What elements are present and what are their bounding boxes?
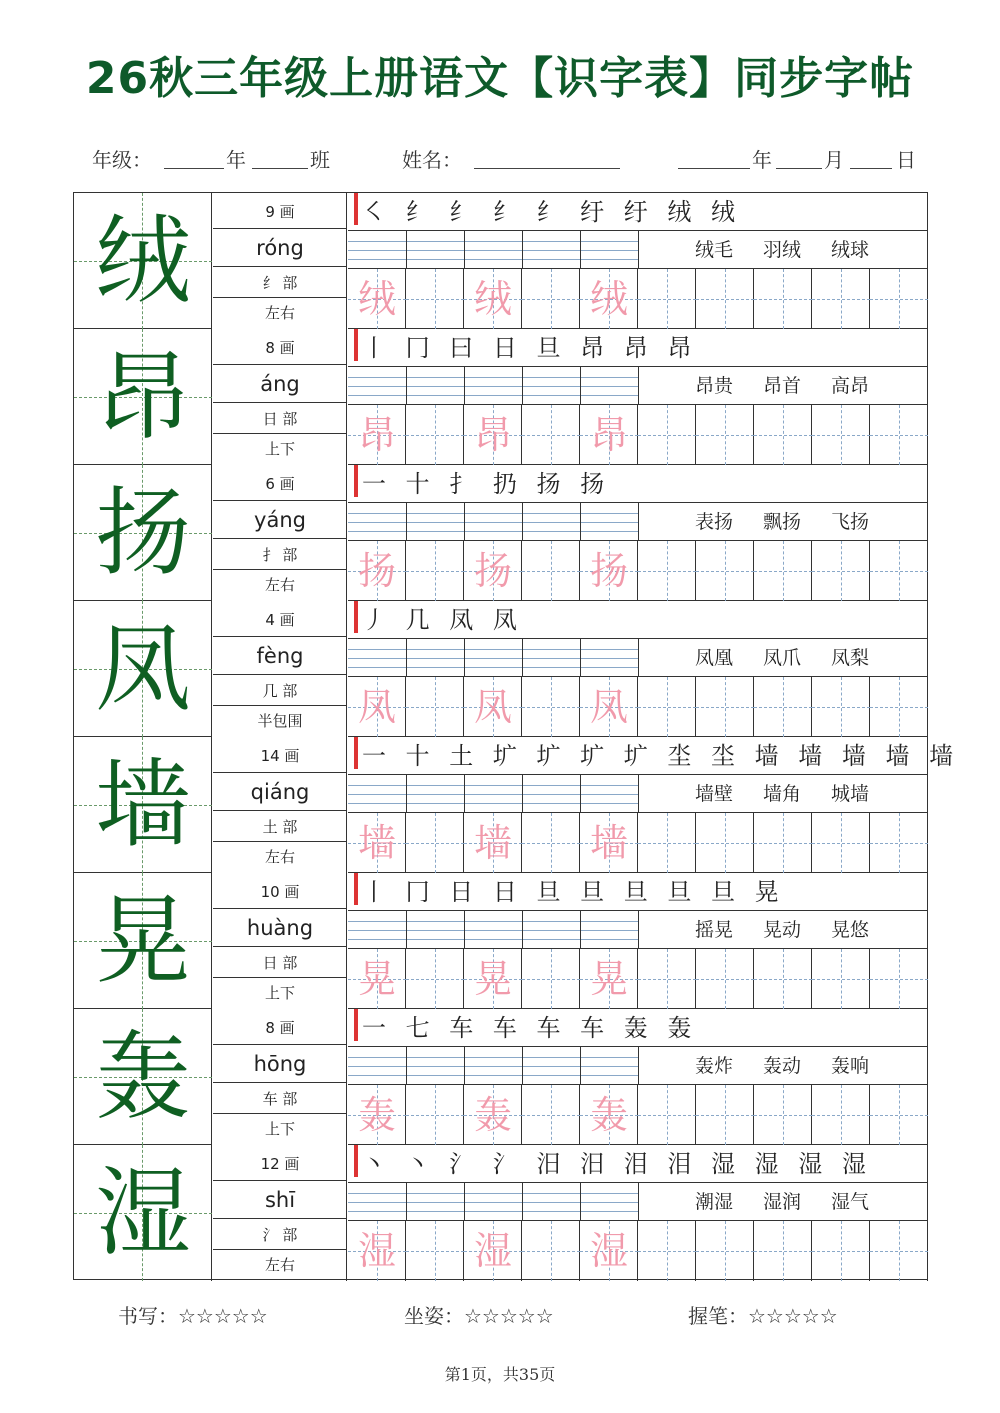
stroke-count: 10 画 — [213, 875, 347, 909]
practice-sheet — [73, 192, 960, 1280]
model-character: 湿 — [95, 1157, 191, 1269]
trace-character: 墙 — [357, 821, 396, 865]
practice-grid[interactable] — [348, 1221, 928, 1281]
trace-character: 昂 — [473, 413, 512, 457]
practice-cell[interactable] — [812, 677, 870, 737]
structure: 左右 — [264, 576, 295, 594]
pinyin-practice-lines[interactable] — [348, 503, 638, 541]
practice-cell[interactable] — [812, 949, 870, 1009]
character-row — [74, 465, 929, 601]
stroke-sequence: 丨 冂 曰 日 旦 昂 昂 昂 — [362, 334, 698, 362]
model-character: 凤 — [95, 613, 191, 725]
pinyin-practice-lines[interactable] — [348, 367, 638, 405]
word-examples — [638, 367, 928, 405]
character-info — [213, 601, 347, 737]
practice-cell[interactable] — [696, 405, 754, 465]
character-row — [74, 1009, 929, 1145]
practice-cell[interactable] — [754, 269, 812, 329]
practice-cell[interactable] — [870, 1085, 928, 1145]
radical: 扌 部 — [213, 541, 347, 570]
practice-cell[interactable] — [754, 541, 812, 601]
practice-cell[interactable] — [522, 269, 580, 329]
trace-character: 湿 — [589, 1229, 628, 1273]
grade-label: 年级： — [92, 148, 152, 172]
radical: 车 部 — [213, 1085, 347, 1114]
practice-cell[interactable] — [812, 1221, 870, 1281]
practice-cell[interactable] — [522, 1085, 580, 1145]
model-character-cell — [74, 193, 212, 329]
pinyin: qiáng — [213, 775, 347, 811]
practice-cell[interactable] — [812, 269, 870, 329]
word-example: 羽绒 — [763, 239, 802, 261]
year-label: 年 — [226, 148, 246, 172]
character-info — [213, 329, 347, 465]
practice-cell[interactable] — [638, 813, 696, 873]
pinyin-practice-lines[interactable] — [348, 639, 638, 677]
practice-cell[interactable] — [522, 813, 580, 873]
word-example: 绒毛 — [695, 239, 734, 261]
stroke-sequence: 丨 冂 日 日 旦 旦 旦 旦 旦 晃 — [362, 878, 785, 906]
word-example: 表扬 — [695, 511, 734, 533]
class-label: 班 — [310, 148, 330, 172]
stroke-count: 8 画 — [213, 331, 347, 365]
pinyin: hōng — [213, 1047, 347, 1083]
pinyin-practice-lines[interactable] — [348, 775, 638, 813]
stroke-sequence: 一 十 扌 扔 扬 扬 — [362, 470, 611, 498]
character-info — [213, 737, 347, 873]
character-row — [74, 1145, 929, 1281]
trace-character: 扬 — [357, 549, 396, 593]
practice-cell[interactable] — [638, 1221, 696, 1281]
character-row — [74, 329, 929, 465]
word-example: 凤梨 — [831, 647, 870, 669]
stroke-count: 4 画 — [213, 603, 347, 637]
practice-cell[interactable] — [754, 949, 812, 1009]
practice-cell[interactable] — [812, 1085, 870, 1145]
practice-cell[interactable] — [870, 949, 928, 1009]
practice-cell[interactable] — [638, 949, 696, 1009]
practice-cell[interactable] — [696, 1085, 754, 1145]
character-info — [213, 465, 347, 601]
trace-character: 绒 — [589, 277, 628, 321]
practice-cell[interactable] — [406, 813, 464, 873]
name-field[interactable] — [474, 168, 620, 169]
practice-cell[interactable] — [638, 1085, 696, 1145]
trace-character: 晃 — [589, 957, 628, 1001]
trace-character: 轰 — [357, 1093, 396, 1137]
character-info — [213, 873, 347, 1009]
structure: 左右 — [264, 848, 295, 866]
word-example: 飞扬 — [831, 511, 870, 533]
word-example: 墙壁 — [695, 783, 734, 805]
stroke-order — [348, 873, 928, 911]
practice-cell[interactable] — [522, 405, 580, 465]
model-character-cell — [74, 329, 212, 465]
writing-rating[interactable]: 书写：☆☆☆☆☆ — [118, 1304, 268, 1328]
page-number: 第1页，共35页 — [444, 1365, 556, 1384]
trace-character: 凤 — [473, 685, 512, 729]
practice-cell[interactable] — [870, 813, 928, 873]
character-row — [74, 601, 929, 737]
word-example: 轰响 — [831, 1055, 870, 1077]
practice-cell[interactable] — [812, 405, 870, 465]
word-examples — [638, 775, 928, 813]
structure: 左右 — [264, 304, 295, 322]
practice-cell[interactable] — [754, 677, 812, 737]
stroke-sequence: 一 十 土 圹 圹 圹 圹 坔 坔 墙 墙 墙 墙 墙 — [362, 742, 960, 770]
practice-grid[interactable] — [348, 541, 928, 601]
stroke-count: 9 画 — [213, 195, 347, 229]
word-example: 高昂 — [831, 375, 870, 397]
word-examples — [638, 503, 928, 541]
word-example: 凤爪 — [763, 647, 802, 669]
stroke-sequence: ㇛ 纟 纟 纟 纟 纡 纡 绒 绒 — [362, 198, 742, 226]
practice-grid[interactable] — [348, 813, 928, 873]
practice-cell[interactable] — [870, 405, 928, 465]
model-character: 轰 — [95, 1021, 191, 1133]
trace-character: 湿 — [357, 1229, 396, 1273]
student-info — [92, 144, 932, 174]
word-example: 潮湿 — [695, 1191, 734, 1213]
word-examples — [638, 231, 928, 269]
page-title: 26秋三年级上册语文【识字表】同步字帖 — [85, 53, 915, 104]
stroke-order — [348, 1009, 928, 1047]
character-info — [213, 1145, 347, 1281]
class-blank[interactable] — [252, 168, 308, 169]
structure: 上下 — [264, 440, 295, 458]
pinyin: áng — [213, 367, 347, 403]
stroke-order — [348, 1145, 928, 1183]
practice-cell[interactable] — [406, 949, 464, 1009]
name-label: 姓名： — [402, 148, 462, 172]
model-character-cell — [74, 873, 212, 1009]
practice-grid[interactable] — [348, 677, 928, 737]
practice-cell[interactable] — [522, 1221, 580, 1281]
trace-character: 墙 — [473, 821, 512, 865]
trace-character: 绒 — [473, 277, 512, 321]
character-info — [213, 193, 347, 329]
model-character: 扬 — [95, 477, 191, 589]
word-example: 晃动 — [763, 919, 802, 941]
date-year-blank[interactable] — [678, 168, 750, 169]
trace-character: 轰 — [589, 1093, 628, 1137]
practice-cell[interactable] — [638, 677, 696, 737]
practice-grid[interactable] — [348, 1085, 928, 1145]
practice-cell[interactable] — [870, 541, 928, 601]
pinyin-practice-lines[interactable] — [348, 1047, 638, 1085]
trace-character: 轰 — [473, 1093, 512, 1137]
practice-cell[interactable] — [638, 405, 696, 465]
model-character-cell — [74, 601, 212, 737]
stroke-sequence: 丿 几 凤 凤 — [362, 606, 523, 634]
model-character-cell — [74, 1145, 212, 1281]
trace-character: 绒 — [357, 277, 396, 321]
radical: 几 部 — [213, 677, 347, 706]
stroke-order — [348, 601, 928, 639]
date-day-label: 日 — [896, 148, 916, 172]
practice-grid[interactable] — [348, 269, 928, 329]
practice-cell[interactable] — [406, 1221, 464, 1281]
practice-cell[interactable] — [406, 269, 464, 329]
word-example: 飘扬 — [763, 511, 802, 533]
word-example: 湿润 — [763, 1191, 802, 1213]
structure: 半包围 — [257, 712, 303, 730]
radical: 土 部 — [213, 813, 347, 842]
stroke-count: 8 画 — [213, 1011, 347, 1045]
practice-cell[interactable] — [812, 541, 870, 601]
word-example: 绒球 — [831, 239, 870, 261]
stroke-sequence: 一 七 车 车 车 车 轰 轰 — [362, 1014, 698, 1042]
stroke-order — [348, 329, 928, 367]
pinyin-practice-lines[interactable] — [348, 231, 638, 269]
trace-character: 湿 — [473, 1229, 512, 1273]
practice-cell[interactable] — [754, 1085, 812, 1145]
practice-cell[interactable] — [406, 405, 464, 465]
word-example: 晃悠 — [831, 919, 870, 941]
practice-cell[interactable] — [870, 677, 928, 737]
practice-cell[interactable] — [638, 269, 696, 329]
character-row — [74, 873, 929, 1009]
practice-cell[interactable] — [812, 813, 870, 873]
trace-character: 扬 — [589, 549, 628, 593]
model-character: 昂 — [95, 341, 191, 453]
trace-character: 扬 — [473, 549, 512, 593]
structure: 上下 — [264, 984, 295, 1002]
practice-cell[interactable] — [522, 541, 580, 601]
character-info — [213, 1009, 347, 1145]
structure: 左右 — [264, 1256, 295, 1274]
pinyin: shī — [213, 1183, 347, 1219]
trace-character: 晃 — [473, 957, 512, 1001]
date-day-blank[interactable] — [850, 168, 892, 169]
trace-character: 凤 — [589, 685, 628, 729]
date-month-label: 月 — [824, 148, 844, 172]
word-example: 轰动 — [763, 1055, 802, 1077]
model-character-cell — [74, 465, 212, 601]
model-character: 墙 — [95, 749, 191, 861]
trace-character: 昂 — [357, 413, 396, 457]
word-examples — [638, 911, 928, 949]
pinyin-practice-lines[interactable] — [348, 1183, 638, 1221]
practice-cell[interactable] — [754, 1221, 812, 1281]
word-example: 轰炸 — [695, 1055, 734, 1077]
evaluation-footer — [0, 1300, 1000, 1330]
pinyin: róng — [213, 231, 347, 267]
stroke-order — [348, 465, 928, 503]
posture-rating[interactable]: 坐姿：☆☆☆☆☆ — [404, 1304, 554, 1328]
model-character-cell — [74, 737, 212, 873]
stroke-order — [348, 737, 960, 775]
model-character-cell — [74, 1009, 212, 1145]
stroke-count: 6 画 — [213, 467, 347, 501]
practice-cell[interactable] — [406, 1085, 464, 1145]
practice-cell[interactable] — [696, 813, 754, 873]
pinyin: huàng — [213, 911, 347, 947]
word-example: 凤凰 — [695, 647, 734, 669]
trace-character: 晃 — [357, 957, 396, 1001]
practice-cell[interactable] — [696, 269, 754, 329]
radical: 日 部 — [213, 949, 347, 978]
radical: 日 部 — [213, 405, 347, 434]
practice-grid[interactable] — [348, 405, 928, 465]
word-example: 墙角 — [763, 783, 802, 805]
pinyin-practice-lines[interactable] — [348, 911, 638, 949]
practice-grid[interactable] — [348, 949, 928, 1009]
pinyin: yáng — [213, 503, 347, 539]
stroke-count: 12 画 — [213, 1147, 347, 1181]
practice-cell[interactable] — [754, 813, 812, 873]
practice-cell[interactable] — [522, 949, 580, 1009]
trace-character: 墙 — [589, 821, 628, 865]
grip-rating[interactable]: 握笔：☆☆☆☆☆ — [688, 1304, 838, 1328]
practice-cell[interactable] — [406, 677, 464, 737]
date-month-blank[interactable] — [776, 168, 822, 169]
structure: 上下 — [264, 1120, 295, 1138]
word-example: 昂贵 — [695, 375, 734, 397]
practice-cell[interactable] — [870, 269, 928, 329]
radical: 氵 部 — [213, 1221, 347, 1250]
character-row — [74, 737, 960, 873]
character-row — [74, 193, 929, 329]
practice-cell[interactable] — [696, 949, 754, 1009]
date-year-label: 年 — [752, 148, 772, 172]
word-examples — [638, 1183, 928, 1221]
practice-cell[interactable] — [638, 541, 696, 601]
practice-cell[interactable] — [522, 677, 580, 737]
model-character: 绒 — [95, 205, 191, 317]
practice-cell[interactable] — [406, 541, 464, 601]
stroke-count: 14 画 — [213, 739, 347, 773]
word-example: 摇晃 — [695, 919, 734, 941]
word-example: 城墙 — [831, 783, 870, 805]
word-examples — [638, 1047, 928, 1085]
practice-cell[interactable] — [696, 1221, 754, 1281]
stroke-order — [348, 193, 928, 231]
word-examples — [638, 639, 928, 677]
practice-cell[interactable] — [754, 405, 812, 465]
practice-cell[interactable] — [870, 1221, 928, 1281]
grade-blank[interactable] — [164, 168, 224, 169]
trace-character: 凤 — [357, 685, 396, 729]
stroke-sequence: 丶 丶 氵 氵 汨 汨 泪 泪 湿 湿 湿 湿 — [362, 1150, 872, 1178]
practice-cell[interactable] — [696, 541, 754, 601]
word-example: 湿气 — [831, 1191, 870, 1213]
practice-cell[interactable] — [696, 677, 754, 737]
radical: 纟 部 — [213, 269, 347, 298]
trace-character: 昂 — [589, 413, 628, 457]
pinyin: fèng — [213, 639, 347, 675]
word-example: 昂首 — [763, 375, 802, 397]
model-character: 晃 — [95, 885, 191, 997]
